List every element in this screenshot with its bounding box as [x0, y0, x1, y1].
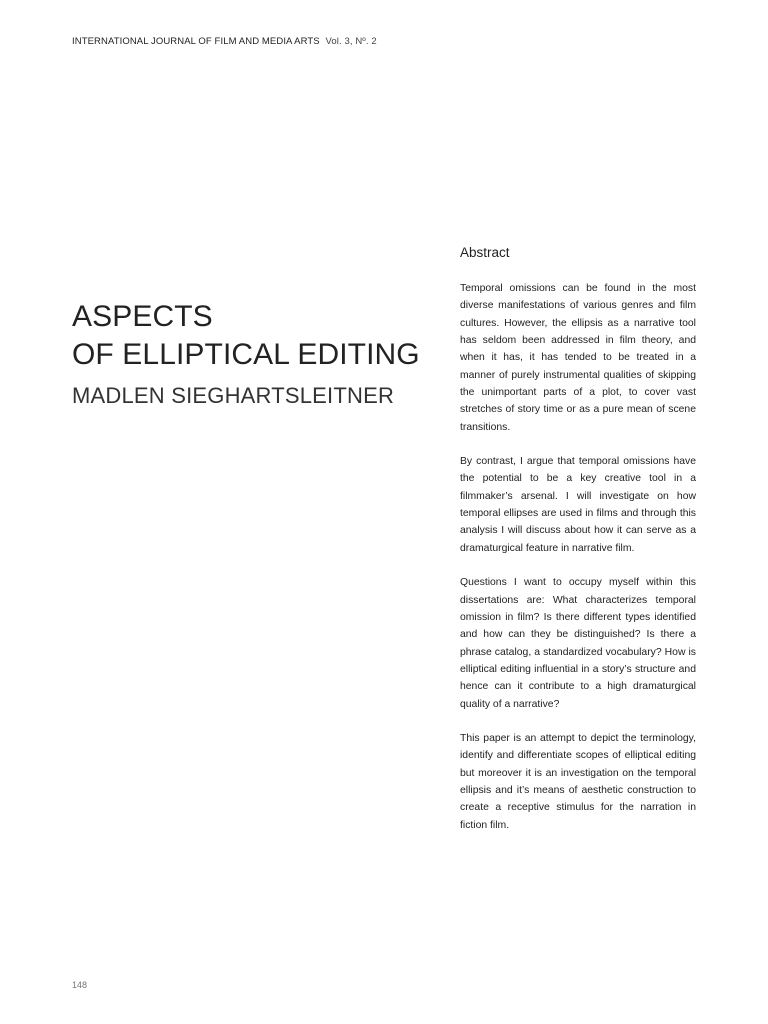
abstract-paragraph: By contrast, I argue that temporal omissions have the potential to be a key creative tool in a filmmaker’s arsenal. I will investigate on how temporal ellipses are used in films and through this analysis I will discuss about how it can serve as a dramaturgical feature in narrative film. — [460, 456, 696, 554]
article-title-line-1: ASPECTS — [72, 300, 213, 333]
journal-issue: Vol. 3, Nº. 2 — [325, 36, 377, 47]
title-block — [72, 298, 442, 410]
abstract-paragraph: Temporal omissions can be found in the most diverse manifestations of various genres and film cultures. However, the ellipsis as a narrative tool has seldom been addressed in film theory, and when it has, it has tended to be treated in a manner of purely instrumental qualities of skipping the unimportant parts of a plot, to cover vast stretches of story time or as a pure mean of scene transitions. — [460, 283, 696, 433]
abstract-paragraph: This paper is an attempt to depict the terminology, identify and differentiate scopes of elliptical editing but moreover it is an investigation on the temporal ellipsis and it’s means of aesthetic construction to create a receptive stimulus for the narration in fiction film. — [460, 732, 696, 831]
abstract-paragraph: Questions I want to occupy myself within this dissertations are: What characterizes temporal omission in film? Is there different types identified and how can they be distinguished? Is there a phrase catalog, a standardized vocabulary? How is elliptical editing influential in a story’s structure and hence can it contribute to a high dramaturgical quality of a narrative? — [460, 577, 696, 710]
page-number: 148 — [72, 980, 88, 990]
journal-name: INTERNATIONAL JOURNAL OF FILM AND MEDIA ARTS — [72, 36, 320, 47]
running-head — [72, 36, 377, 47]
article-title-line-2: OF ELLIPTICAL EDITING — [72, 338, 420, 371]
author-name: MADLEN SIEGHARTSLEITNER — [72, 383, 395, 408]
abstract-section — [460, 244, 696, 851]
abstract-heading: Abstract — [460, 245, 510, 260]
